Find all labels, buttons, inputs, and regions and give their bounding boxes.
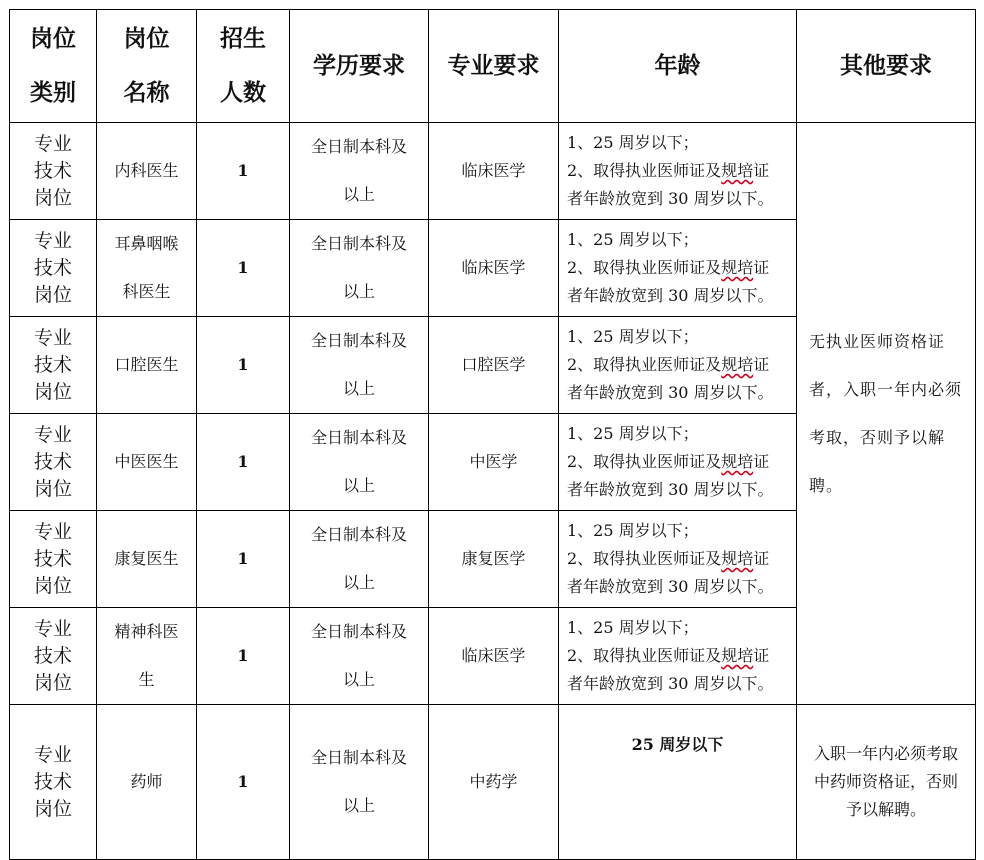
table-row	[10, 705, 976, 860]
position-cell: 耳鼻咽喉科医生	[97, 220, 197, 317]
count-cell: 1	[197, 317, 290, 414]
age-requirement	[559, 220, 797, 317]
age-line-2-tail: 证	[753, 646, 770, 665]
spellcheck-marked-text: 规培	[721, 452, 754, 471]
table-row	[10, 123, 976, 220]
other-requirement: 入职一年内必须考取中药师资格证，否则予以解聘。	[797, 705, 976, 860]
age-line-1: 1、25 周岁以下；	[567, 327, 699, 346]
header-major: 专业要求	[429, 10, 559, 123]
major-cell: 临床医学	[429, 123, 559, 220]
age-requirement	[559, 414, 797, 511]
education-cell: 全日制本科及以上	[290, 220, 429, 317]
age-line-2-tail: 证	[753, 355, 770, 374]
major-cell: 口腔医学	[429, 317, 559, 414]
age-line-2-tail: 证	[753, 161, 770, 180]
count-cell: 1	[197, 608, 290, 705]
education-cell: 全日制本科及以上	[290, 511, 429, 608]
recruitment-table	[9, 9, 976, 860]
header-position: 岗位 名称	[97, 10, 197, 123]
education-cell: 全日制本科及以上	[290, 608, 429, 705]
age-line-3: 者年龄放宽到 30 周岁以下。	[567, 480, 774, 499]
age-line-2-text: 2、取得执业医师证及	[567, 549, 722, 568]
age-line-2-text: 2、取得执业医师证及	[567, 452, 722, 471]
age-line-1: 1、25 周岁以下；	[567, 133, 699, 152]
age-requirement	[559, 608, 797, 705]
spellcheck-marked-text: 规培	[721, 355, 754, 374]
age-line-2	[567, 351, 796, 379]
age-line-1: 1、25 周岁以下；	[567, 618, 699, 637]
age-line-3: 者年龄放宽到 30 周岁以下。	[567, 286, 774, 305]
category-cell: 专业 技术 岗位	[10, 220, 97, 317]
other-requirement-shared: 无执业医师资格证者，入职一年内必须考取，否则予以解聘。	[797, 123, 976, 705]
age-line-2	[567, 545, 796, 573]
age-line-1: 1、25 周岁以下；	[567, 424, 699, 443]
education-cell: 全日制本科及以上	[290, 414, 429, 511]
age-line-3: 者年龄放宽到 30 周岁以下。	[567, 577, 774, 596]
age-line-3: 者年龄放宽到 30 周岁以下。	[567, 189, 774, 208]
category-cell: 专业 技术 岗位	[10, 414, 97, 511]
age-line-2-tail: 证	[753, 258, 770, 277]
age-line-3: 者年龄放宽到 30 周岁以下。	[567, 674, 774, 693]
education-cell: 全日制本科及以上	[290, 705, 429, 860]
category-cell: 专业 技术 岗位	[10, 317, 97, 414]
age-line-2-text: 2、取得执业医师证及	[567, 258, 722, 277]
header-education: 学历要求	[290, 10, 429, 123]
age-line-2	[567, 254, 796, 282]
header-other: 其他要求	[797, 10, 976, 123]
category-cell: 专业 技术 岗位	[10, 608, 97, 705]
major-cell: 临床医学	[429, 608, 559, 705]
education-cell: 全日制本科及以上	[290, 317, 429, 414]
header-category: 岗位 类别	[10, 10, 97, 123]
major-cell: 中药学	[429, 705, 559, 860]
age-line-2-tail: 证	[753, 452, 770, 471]
age-line-3: 者年龄放宽到 30 周岁以下。	[567, 383, 774, 402]
position-cell: 中医医生	[97, 414, 197, 511]
age-requirement	[559, 317, 797, 414]
age-line-2	[567, 157, 796, 185]
age-line-2-tail: 证	[753, 549, 770, 568]
age-line-2-text: 2、取得执业医师证及	[567, 646, 722, 665]
spellcheck-marked-text: 规培	[721, 161, 754, 180]
count-cell: 1	[197, 220, 290, 317]
major-cell: 临床医学	[429, 220, 559, 317]
age-line-2-text: 2、取得执业医师证及	[567, 161, 722, 180]
category-cell: 专业 技术 岗位	[10, 705, 97, 860]
count-cell: 1	[197, 705, 290, 860]
major-cell: 中医学	[429, 414, 559, 511]
count-cell: 1	[197, 123, 290, 220]
education-cell: 全日制本科及以上	[290, 123, 429, 220]
category-cell: 专业 技术 岗位	[10, 511, 97, 608]
position-cell: 口腔医生	[97, 317, 197, 414]
position-cell: 康复医生	[97, 511, 197, 608]
header-count: 招生 人数	[197, 10, 290, 123]
spellcheck-marked-text: 规培	[721, 646, 754, 665]
age-line-2	[567, 448, 796, 476]
count-cell: 1	[197, 414, 290, 511]
major-cell: 康复医学	[429, 511, 559, 608]
position-cell: 精神科医生	[97, 608, 197, 705]
age-requirement	[559, 511, 797, 608]
position-cell: 药师	[97, 705, 197, 860]
age-requirement	[559, 123, 797, 220]
spellcheck-marked-text: 规培	[721, 258, 754, 277]
spellcheck-marked-text: 规培	[721, 549, 754, 568]
age-line-2-text: 2、取得执业医师证及	[567, 355, 722, 374]
position-cell: 内科医生	[97, 123, 197, 220]
count-cell: 1	[197, 511, 290, 608]
age-line-1: 1、25 周岁以下；	[567, 230, 699, 249]
category-cell: 专业 技术 岗位	[10, 123, 97, 220]
age-requirement: 25 周岁以下	[559, 705, 797, 860]
header-age: 年龄	[559, 10, 797, 123]
header-row	[10, 10, 976, 123]
age-line-1: 1、25 周岁以下；	[567, 521, 699, 540]
age-line-2	[567, 642, 796, 670]
